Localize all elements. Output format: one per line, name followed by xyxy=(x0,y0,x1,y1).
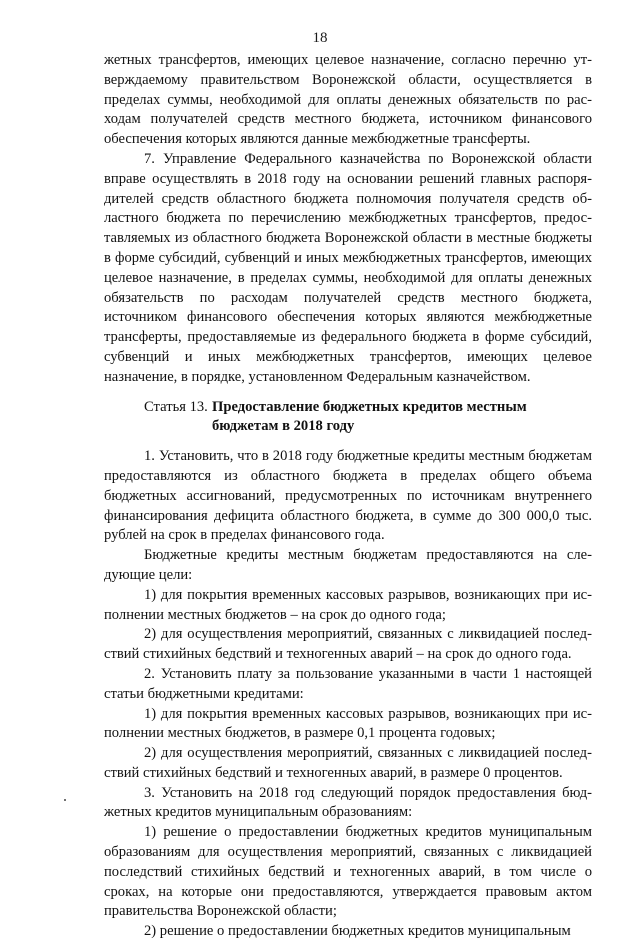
scan-speck xyxy=(64,799,66,801)
article-label: Статья 13. xyxy=(144,398,208,415)
article-title xyxy=(212,398,582,438)
article-heading xyxy=(104,398,592,438)
list-item: 1) решение о предоставлении бюджетных кредитов муниципальным образованиям для осуществления мероприятий, связанных с ликвидацией последствий стихийных бедствий и техногенных аварий, в том числе о сроках, на которые они предоставляются, утверждается правовым актом правительства Воронежской области; xyxy=(104,824,592,920)
document-body xyxy=(104,51,592,942)
paragraph-credit-purposes: Бюджетные кредиты местным бюджетам предоставляются на следующие цели: xyxy=(104,547,592,583)
list-item: 1) для покрытия временных кассовых разрывов, возникающих при исполнении местных бюджетов – на срок до одного года; xyxy=(104,586,592,623)
article-title-line-2: бюджетам в 2018 году xyxy=(212,418,355,435)
paragraph-item-7: 7. Управление Федерального казначейства по Воронежской области вправе осуществлять в 2018 году на основании решений главных распорядителей средств областного бюджета полномочия получателя средств областного бюджета по перечислению межбюджетных трансфертов, предоставляемых из областного бюджета Воронежской области в местные бюджеты в форме субсидий, субвенций и иных межбюджетных трансфертов, имеющих целевое назначение, в пределах суммы, необходимой для оплаты денежных обязательств по расходам получателей средств местного бюджета, источником финансового обеспечения которых являются межбюджетные трансферты, предоставляемые из федерального бюджета в форме субсидий, субвенций и иных межбюджетных трансфертов, имеющих целевое назначение, в порядке, установленном Федеральным казначейством. xyxy=(104,150,592,385)
list-item: 2) для осуществления мероприятий, связанных с ликвидацией последствий стихийных бедствий и техногенных аварий – на срок до одного года. xyxy=(104,626,592,663)
article-title-line-1: Предоставление бюджетных кредитов местным xyxy=(212,398,527,415)
list-item: 2) решение о предоставлении бюджетных кредитов муниципальным xyxy=(144,923,571,940)
paragraph-part-3: 3. Установить на 2018 год следующий порядок предоставления бюджетных кредитов муниципальным образованиям: xyxy=(104,784,592,821)
page-number: 18 xyxy=(312,30,328,46)
list-item: 2) для осуществления мероприятий, связанных с ликвидацией последствий стихийных бедствий и техногенных аварий, в размере 0 процентов. xyxy=(104,745,592,781)
paragraph-part-1: 1. Установить, что в 2018 году бюджетные кредиты местным бюджетам предоставляются из областного бюджета в пределах общего объема бюджетных ассигнований, предусмотренных по источникам внутреннего финансирования дефицита областного бюджета, в сумме до 300 000,0 тыс. рублей на срок в пределах финансового года. xyxy=(104,448,592,544)
list-item: 1) для покрытия временных кассовых разрывов, возникающих при исполнении местных бюджетов, в размере 0,1 процента годовых; xyxy=(104,705,592,742)
paragraph-continued: жетных трансфертов, имеющих целевое назначение, согласно перечню утверждаемому правительством Воронежской области, осуществляется в пределах суммы, необходимой для оплаты денежных обязательств по расходам получателей средств местного бюджета, источником финансового обеспечения которых являются данные межбюджетные трансферты. xyxy=(104,52,592,148)
paragraph-part-2: 2. Установить плату за пользование указанными в части 1 настоящей статьи бюджетными кредитами: xyxy=(104,665,592,702)
